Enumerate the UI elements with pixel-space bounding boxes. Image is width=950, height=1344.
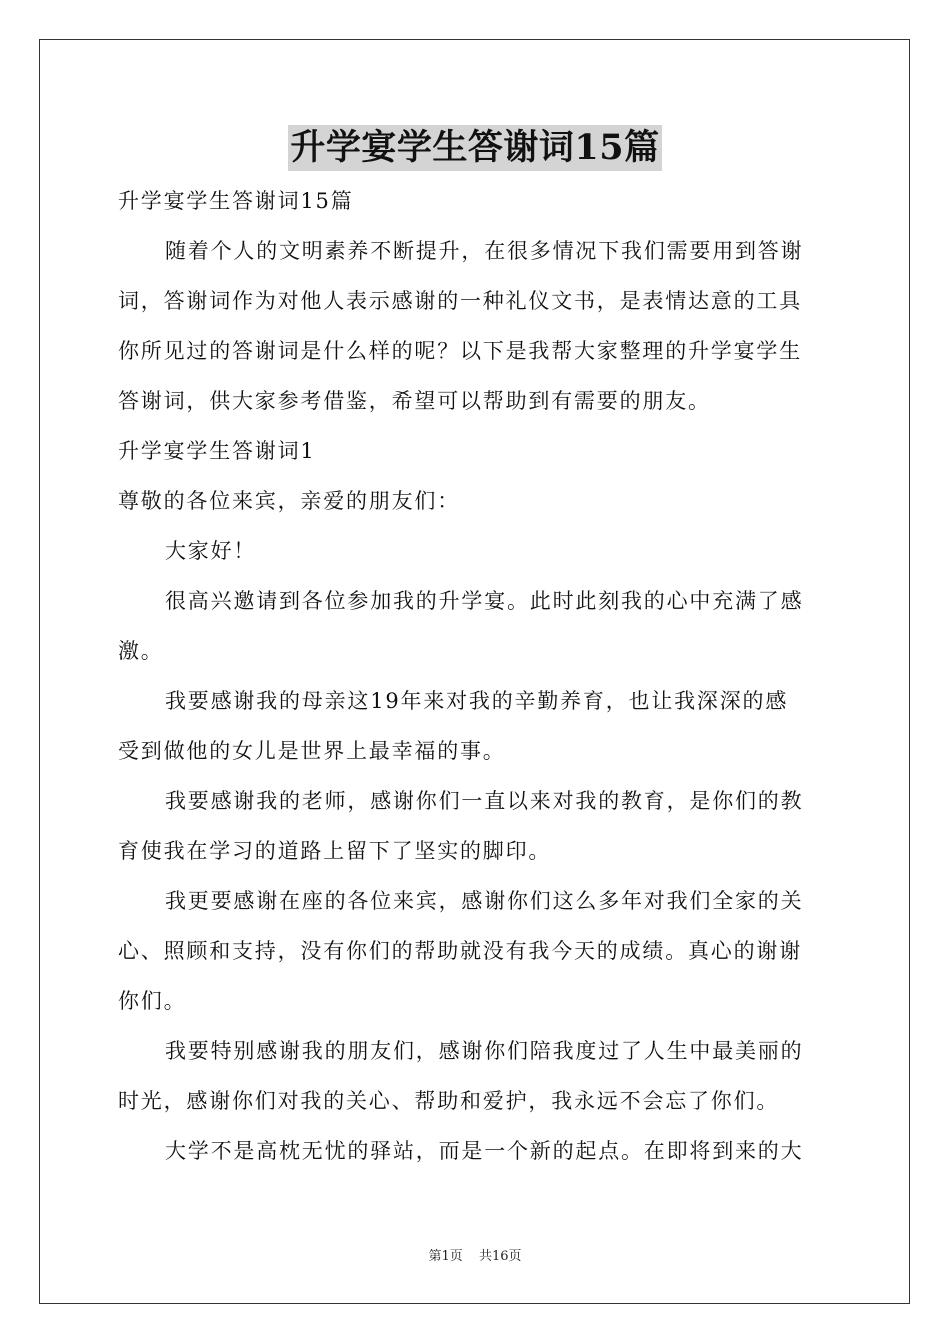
text-line: 随着个人的文明素养不断提升，在很多情况下我们需要用到答谢	[165, 239, 804, 263]
text-line: 升学宴学生答谢词15篇	[118, 189, 354, 213]
document-body	[118, 176, 833, 1176]
text-line: 升学宴学生答谢词1	[118, 439, 316, 463]
text-line: 你们。	[118, 989, 187, 1013]
page-number: 第1页	[428, 1249, 463, 1264]
page-total: 共16页	[478, 1249, 522, 1264]
text-line: 激。	[118, 639, 164, 663]
text-line: 受到做他的女儿是世界上最幸福的事。	[118, 739, 506, 763]
text-line: 时光，感谢你们对我的关心、帮助和爱护，我永远不会忘了你们。	[118, 1089, 780, 1113]
text-line: 你所见过的答谢词是什么样的呢？以下是我帮大家整理的升学宴学生	[118, 339, 802, 363]
text-line: 我更要感谢在座的各位来宾，感谢你们这么多年对我们全家的关	[165, 889, 804, 913]
text-line: 大学不是高枕无忧的驿站，而是一个新的起点。在即将到来的大	[165, 1139, 804, 1163]
page-footer	[0, 1245, 950, 1264]
text-line: 我要感谢我的老师，感谢你们一直以来对我的教育，是你们的教	[165, 789, 804, 813]
text-line: 答谢词，供大家参考借鉴，希望可以帮助到有需要的朋友。	[118, 389, 711, 413]
text-line: 词，答谢词作为对他人表示感谢的一种礼仪文书，是表情达意的工具	[118, 289, 802, 313]
text-line: 我要特别感谢我的朋友们，感谢你们陪我度过了人生中最美丽的	[165, 1039, 804, 1063]
text-line: 育使我在学习的道路上留下了坚实的脚印。	[118, 839, 552, 863]
document-title: 升学宴学生答谢词15篇	[288, 125, 661, 171]
text-line: 很高兴邀请到各位参加我的升学宴。此时此刻我的心中充满了感	[165, 589, 804, 613]
text-line: 我要感谢我的母亲这19年来对我的辛勤养育，也让我深深的感	[165, 689, 789, 713]
title-container	[0, 125, 950, 171]
text-line: 尊敬的各位来宾，亲爱的朋友们：	[118, 489, 460, 513]
text-line: 大家好！	[165, 539, 257, 563]
text-line: 心、照顾和支持，没有你们的帮助就没有我今天的成绩。真心的谢谢	[118, 939, 802, 963]
